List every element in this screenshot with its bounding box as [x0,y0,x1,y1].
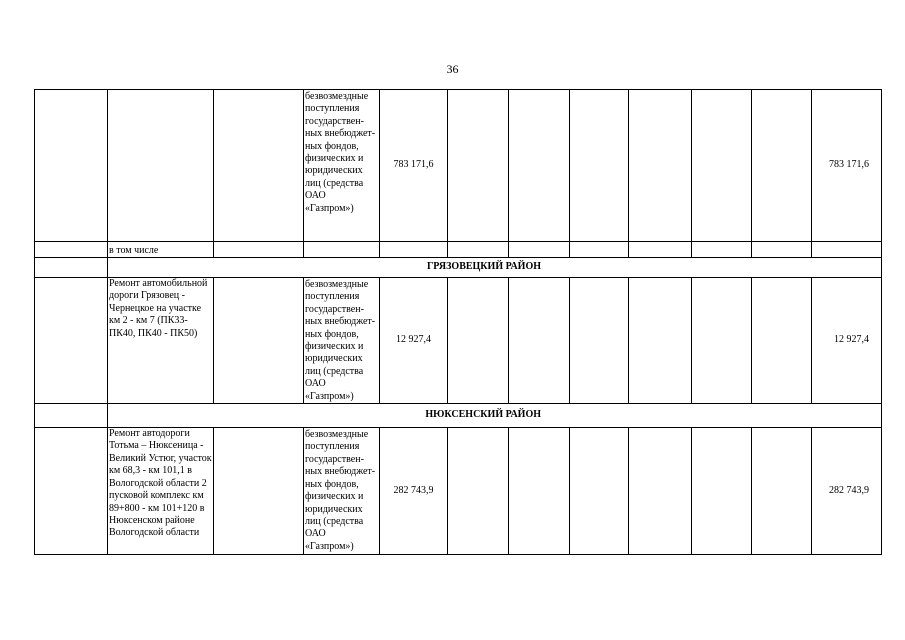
empty-cell [509,90,570,242]
empty-cell [448,278,509,404]
amount-cell: 12 927,4 [380,278,448,404]
empty-cell [629,242,692,258]
district-row [35,258,882,278]
empty-cell [35,242,108,258]
page-number: 36 [446,62,459,76]
total-cell: 783 171,6 [812,90,882,242]
table-row [35,90,882,242]
empty-cell [692,278,752,404]
district-heading: НЮКСЕНСКИЙ РАЙОН [108,404,882,428]
empty-cell [448,242,509,258]
empty-cell [35,278,108,404]
empty-cell [509,428,570,555]
empty-cell [692,428,752,555]
amount-cell: 282 743,9 [380,428,448,555]
empty-cell [214,90,304,242]
empty-cell [629,278,692,404]
empty-cell [509,278,570,404]
empty-cell [752,278,812,404]
empty-cell [35,428,108,555]
empty-cell [448,90,509,242]
empty-cell [629,90,692,242]
table-row [35,428,882,555]
district-row [35,404,882,428]
empty-cell [752,428,812,555]
empty-cell [214,242,304,258]
funding-source-cell: безвозмездные поступления государствен- ных внебюджет- ных фондов, физических и юридических лиц (средства ОАО «Газпром») [304,90,380,242]
district-heading: ГРЯЗОВЕЦКИЙ РАЙОН [108,258,882,278]
funding-source-cell: безвозмездные поступления государствен- ных внебюджет- ных фондов, физических и юридических лиц (средства ОАО «Газпром») [304,428,380,555]
row-number-cell [35,90,108,242]
empty-cell [35,258,108,278]
empty-cell [570,242,629,258]
object-name-cell: Ремонт автомобильной дороги Грязовец - Чернецкое на участке км 2 - км 7 (ПК33-ПК40, ПК40 - ПК50) [108,278,214,404]
empty-cell [692,242,752,258]
empty-cell [570,90,629,242]
empty-cell [629,428,692,555]
empty-cell [448,428,509,555]
object-name-cell [108,90,214,242]
empty-cell [752,242,812,258]
empty-cell [304,242,380,258]
empty-cell [570,428,629,555]
total-cell: 282 743,9 [812,428,882,555]
empty-cell [812,242,882,258]
empty-cell [35,404,108,428]
empty-cell [509,242,570,258]
empty-cell [752,90,812,242]
empty-cell [214,278,304,404]
budget-table [34,89,882,555]
including-label: в том числе [108,242,214,258]
table-row [35,278,882,404]
empty-cell [692,90,752,242]
total-cell: 12 927,4 [812,278,882,404]
table-row [35,242,882,258]
object-name-cell: Ремонт автодороги Тотьма – Нюксеница - Великий Устюг, участок км 68,3 - км 101,1 в Вологодской области 2 пусковой комплекс км 89+800 - км 101+120 в Нюксенском районе Вологодской области [108,428,214,555]
amount-cell: 783 171,6 [380,90,448,242]
empty-cell [214,428,304,555]
funding-source-cell: безвозмездные поступления государствен- ных внебюджет- ных фондов, физических и юридических лиц (средства ОАО «Газпром») [304,278,380,404]
empty-cell [570,278,629,404]
empty-cell [380,242,448,258]
